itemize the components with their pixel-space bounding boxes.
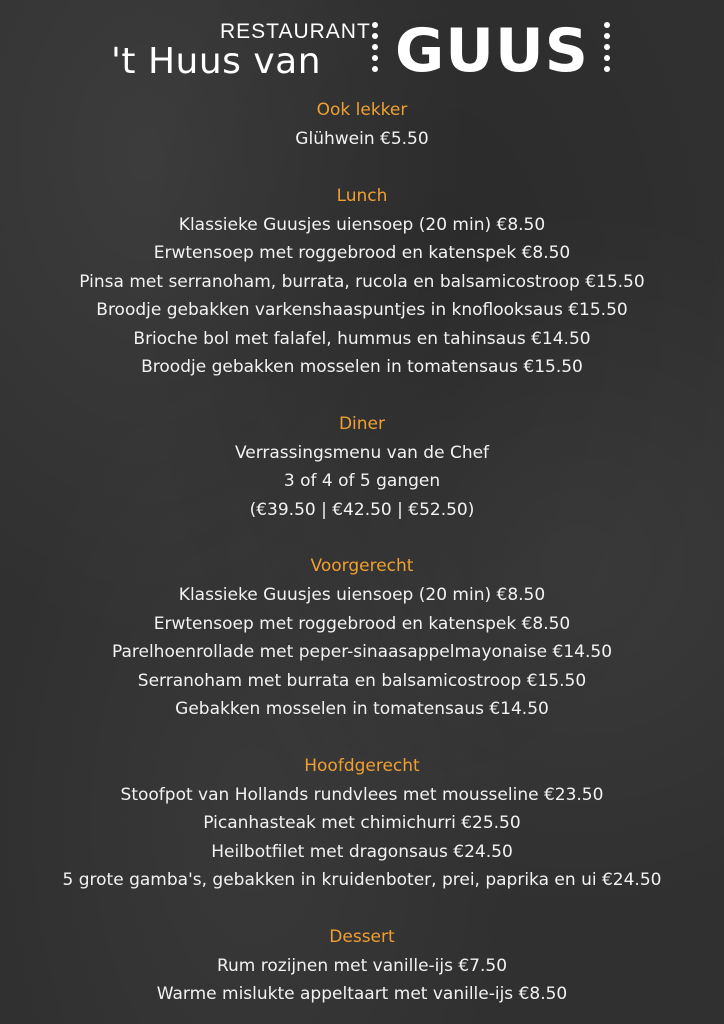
menu-item: Glühwein €5.50 [295, 129, 429, 149]
menu-item: 3 of 4 of 5 gangen [283, 471, 441, 491]
menu-item: Erwtensoep met roggebrood en katenspek €8.50 [153, 613, 571, 634]
menu-item: Broodje gebakken mosselen in tomatensaus €15.50 [141, 357, 583, 377]
menu-item: Broodje gebakken varkenshaaspuntjes in knoflooksaus €15.50 [96, 300, 628, 320]
menu-item: Gebakken mosselen in tomatensaus €14.50 [175, 699, 549, 719]
section-hoofdgerecht [0, 752, 724, 895]
logo-dots-right [604, 22, 612, 77]
menu-item: Klassieke Guusjes uiensoep (20 min) €8.50 [178, 585, 546, 605]
logo-brand: GUUS [395, 16, 589, 86]
menu-item: Pinsa met serranoham, burrata, rucola en balsamicostroop €15.50 [79, 271, 645, 292]
section-ook-lekker [0, 96, 724, 154]
menu-item: Verrassingsmenu van de Chef [234, 442, 490, 463]
section-lunch [0, 182, 724, 382]
section-title: Voorgerecht [310, 556, 414, 576]
menu-item: Parelhoenrollade met peper-sinaasappelmayonaise €14.50 [111, 642, 613, 662]
menu-item: (€39.50 | €42.50 | €52.50) [249, 499, 475, 520]
section-voorgerecht [0, 552, 724, 724]
logo-restaurant-label: RESTAURANT [220, 20, 371, 43]
menu-item: Stoofpot van Hollands rundvlees met mousseline €23.50 [120, 784, 604, 805]
restaurant-logo [0, 18, 724, 88]
menu-item: Picanhasteak met chimichurri €25.50 [203, 813, 521, 833]
logo-name-prefix: 't Huus van [111, 41, 322, 82]
section-dessert [0, 923, 724, 1009]
section-title: Lunch [336, 185, 388, 206]
section-title: Diner [338, 413, 386, 434]
menu [0, 96, 724, 1009]
menu-item: Klassieke Guusjes uiensoep (20 min) €8.50 [178, 214, 546, 235]
menu-item: 5 grote gamba's, gebakken in kruidenboter, prei, paprika en ui €24.50 [62, 870, 662, 890]
section-diner [0, 410, 724, 525]
section-title: Ook lekker [316, 100, 408, 120]
menu-item: Heilbotfilet met dragonsaus €24.50 [211, 841, 513, 862]
menu-item: Warme mislukte appeltaart met vanille-ijs €8.50 [156, 984, 568, 1004]
logo-dots-left [372, 22, 380, 77]
menu-item: Serranoham met burrata en balsamicostroop €15.50 [137, 670, 587, 691]
menu-item: Rum rozijnen met vanille-ijs €7.50 [216, 955, 508, 976]
menu-item: Erwtensoep met roggebrood en katenspek €8.50 [153, 243, 571, 263]
section-title: Dessert [329, 926, 395, 947]
menu-item: Brioche bol met falafel, hummus en tahinsaus €14.50 [133, 328, 591, 349]
section-title: Hoofdgerecht [304, 755, 420, 776]
